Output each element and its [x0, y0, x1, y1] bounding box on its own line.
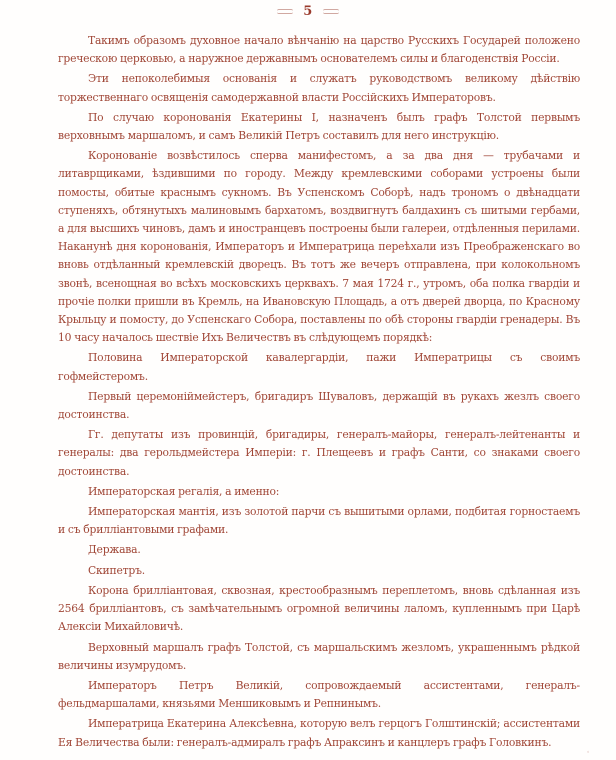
paragraph: Корона брилліантовая, сквозная, крестообразнымъ переплетомъ, вновь сдѣланная изъ 2564 брилліантовъ, съ замѣчательнымъ огромной величины лаломъ, купленнымъ при Царѣ Алексіи Михайловичѣ. — [58, 583, 580, 634]
paragraph: Скипетръ. — [88, 563, 145, 577]
paragraph: Императрица Екатерина Алексѣевна, которую велъ герцогъ Голштинскій; ассистентами Ея Величества были: генералъ-адмиралъ графъ Апраксинъ и канцлеръ графъ Головкинъ. — [58, 717, 580, 749]
paragraph: Императоръ Петръ Великій, сопровождаемый ассистентами, генералъ-фельдмаршалами, князьями Меншиковымъ и Репнинымъ. — [58, 678, 580, 711]
text-body — [58, 32, 580, 754]
corner-mark-icon: ◦ — [586, 749, 590, 756]
paragraph: По случаю коронованія Екатерины I, назначенъ былъ графъ Толстой первымъ верховнымъ маршаломъ, и самъ Великій Петръ составилъ для него инструкцію. — [58, 110, 580, 143]
paragraph: Императорская мантія, изъ золотой парчи съ вышитыми орлами, подбитая горностаемъ и съ брилліантовыми графами. — [58, 505, 580, 537]
page-header — [0, 2, 616, 20]
paragraph: Половина Императорской кавалергардіи, пажи Императрицы съ своимъ гофмейстеромъ. — [58, 351, 580, 383]
paragraph: Верховный маршалъ графъ Толстой, съ маршальскимъ жезломъ, украшеннымъ рѣдкой величины изумрудомъ. — [58, 640, 580, 672]
page-number: 5 — [303, 3, 313, 19]
paragraph: Первый церемоніймейстеръ, бригадиръ Шуваловъ, держащій въ рукахъ жезлъ своего достоинства. — [58, 389, 580, 422]
paragraph: Держава. — [88, 543, 141, 557]
ornament-right-icon — [323, 9, 339, 14]
paragraph: Гг. депутаты изъ провинцій, бригадиры, генералъ-майоры, генералъ-лейтенанты и генералы: два герольдмейстера Имперіи: г. Плещеевъ и графъ Санти, со знаками своего достоинства. — [58, 428, 580, 478]
paragraph: Такимъ образомъ духовное начало вѣнчанію на царство Русскихъ Государей положено греческою церковью, а наружное державнымъ основателемъ силы и благоденствія Россіи. — [58, 34, 580, 66]
paragraph: Коронованіе возвѣстилось сперва манифестомъ, а за два дня — трубачами и литаврщиками, ѣздившими по городу. Между кремлевскими соборами устроены были помосты, обитые краснымъ сукномъ. Въ Успенскомъ Соборѣ, надъ трономъ о двѣнадцати ступеняхъ, обтянутыхъ малиновымъ бархатомъ, воздвигнутъ балдахинъ съ шитыми гербами, а для высшихъ чиновъ, дамъ и иностранцевъ построены были галереи, отдѣленныя перилами. Наканунѣ дня коронованія, Императоръ и Императрица переѣхали изъ Преображенскаго во вновь отдѣланный кремлевскій дворецъ. Въ тотъ же вечеръ отправлена, при колокольномъ звонѣ, всенощная во всѣхъ московскихъ церквахъ. 7 мая 1724 г., утромъ, оба полка гвардіи и прочіе полки пришли въ Кремль, на Ивановскую Площадь, а отъ дверей дворца, по Красному Крыльцу и помосту, до Успенскаго Собора, поставлены по обѣ стороны гвардіи гренадеры. Въ 10 часу началось шествіе Ихъ Величествъ въ слѣдующемъ порядкѣ: — [58, 149, 580, 345]
ornament-left-icon — [277, 9, 293, 14]
paragraph: Эти непоколебимыя основанія и служатъ руководствомъ великому дѣйствію торжественнаго освященія самодержавной власти Россійскихъ Императоровъ. — [58, 72, 580, 104]
paragraph: Императорская регалія, а именно: — [88, 484, 280, 498]
